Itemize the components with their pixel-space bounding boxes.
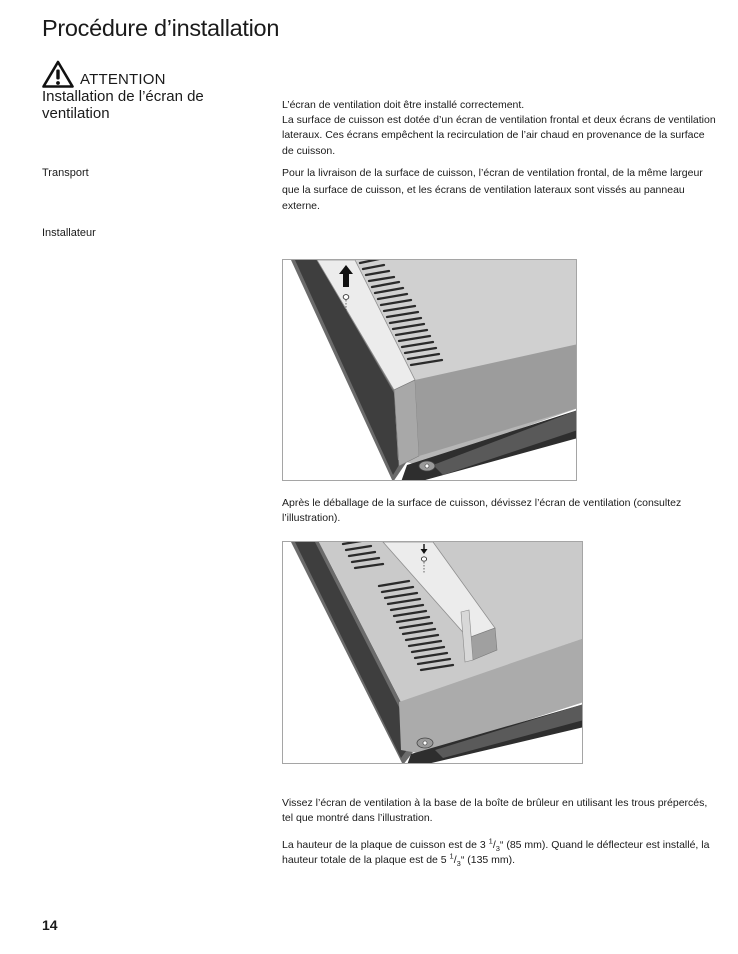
- intro-line: L’écran de ventilation doit être installé correctement.: [282, 99, 525, 111]
- transport-paragraph: Pour la livraison de la surface de cuisson, l’écran de ventilation frontal, de la même largeur que la surface de cuisson, et les écrans de ventilation lateraux sont vissés au panneau externe.: [282, 167, 703, 212]
- bracket-detail: [419, 461, 435, 471]
- intro-description: La surface de cuisson est dotée d’un écran de ventilation frontal et deux écrans de ventilation lateraux. Ces écrans empêchent la recirculation de l’air chaud en provenance de la surface de cuisson.: [282, 114, 716, 157]
- height-note-part3: “ (135 mm).: [460, 854, 516, 867]
- figure2-caption: Vissez l’écran de ventilation à la base de la boîte de brûleur en utilisant les trous prépercés, tel que montré dans l’illustration.: [282, 797, 708, 825]
- height-note-part1: La hauteur de la plaque de cuisson est de 3: [282, 839, 489, 851]
- attention-label: ATTENTION: [80, 71, 166, 88]
- page-title: Procédure d’installation: [42, 15, 280, 41]
- fraction-slash: /: [453, 854, 457, 867]
- intro-paragraph: [282, 98, 718, 159]
- fraction-numerator: 1: [449, 851, 454, 861]
- figure1-caption: Après le déballage de la surface de cuisson, dévissez l’écran de ventilation (consultez l’illustration).: [282, 497, 682, 525]
- attention-warning: [42, 58, 166, 88]
- transport-label: Transport: [42, 167, 89, 179]
- screw-vent-screen-illustration: [282, 541, 583, 764]
- section-heading: Installation de l’écran de ventilation: [42, 88, 204, 122]
- fraction-denominator: 3: [495, 844, 500, 854]
- height-note-part2: “ (85 mm). Quand le déflecteur est installé, la hauteur totale de la plaque est de 5: [282, 839, 710, 867]
- unscrew-vent-screen-illustration: [282, 259, 577, 481]
- installer-label: Installateur: [42, 227, 96, 239]
- warning-triangle-icon: [42, 60, 74, 88]
- page-number: 14: [42, 917, 58, 933]
- fraction-denominator: 3: [456, 859, 461, 869]
- bracket-detail: [417, 738, 433, 748]
- fraction-slash: /: [492, 839, 496, 851]
- height-note: [282, 838, 718, 868]
- fraction-numerator: 1: [488, 836, 493, 846]
